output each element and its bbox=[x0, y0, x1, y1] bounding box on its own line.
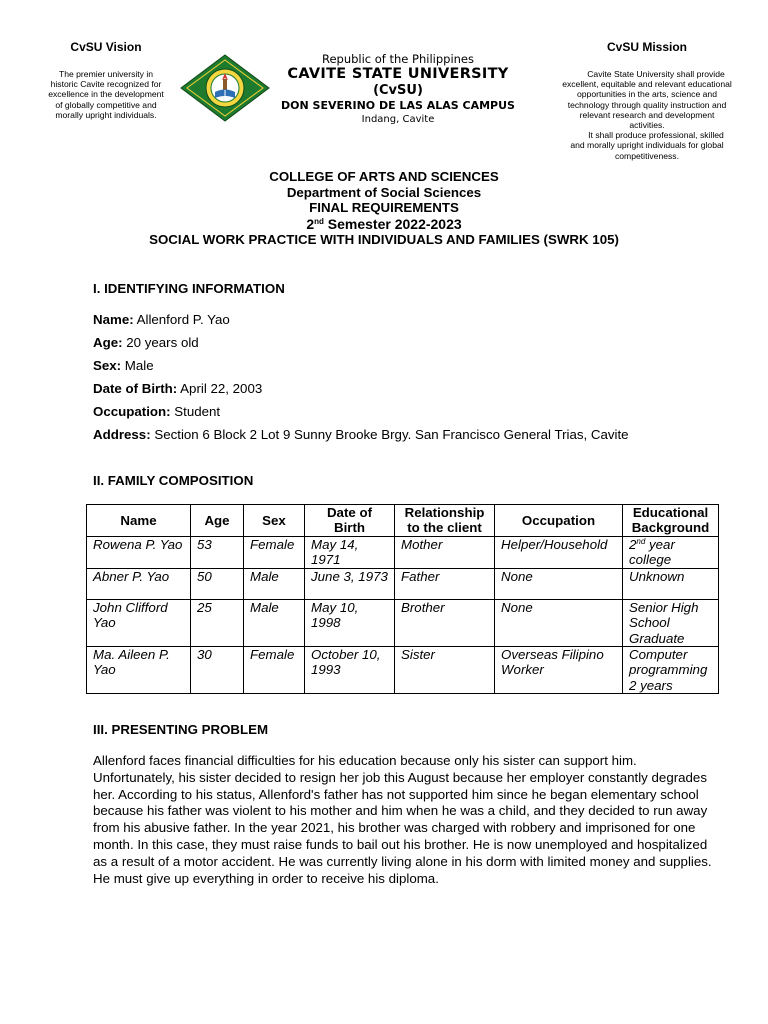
field-name: Name: Allenford P. Yao bbox=[93, 312, 230, 327]
cell-education: Unknown bbox=[623, 568, 719, 599]
table-header-row bbox=[87, 505, 719, 537]
republic-text: Republic of the Philippines bbox=[321, 52, 475, 66]
cell-name: Abner P. Yao bbox=[87, 568, 191, 599]
section-problem-heading: III. PRESENTING PROBLEM bbox=[93, 722, 269, 737]
cell-sex: Female bbox=[244, 647, 305, 694]
course-title: SOCIAL WORK PRACTICE WITH INDIVIDUALS AND FAMILIES (SWRK 105) bbox=[149, 231, 619, 247]
table-row bbox=[87, 599, 719, 646]
cell-sex: Male bbox=[244, 599, 305, 646]
cell-education: Computer programming 2 years bbox=[623, 647, 719, 694]
cell-dob: October 10, 1993 bbox=[305, 647, 395, 694]
table-row bbox=[87, 536, 719, 568]
cell-name: Rowena P. Yao bbox=[87, 536, 191, 568]
cell-name: John Clifford Yao bbox=[87, 599, 191, 646]
col-dob: Date of Birth bbox=[305, 505, 395, 537]
family-table bbox=[86, 504, 719, 694]
cvsu-seal-logo bbox=[180, 54, 270, 122]
mission-block bbox=[562, 40, 732, 161]
cell-sex: Female bbox=[244, 536, 305, 568]
col-relationship: Relationship to the client bbox=[395, 505, 495, 537]
mission-text-1: Cavite State University shall provide excellent, equitable and relevant educational opportunities in the arts, science and technology through quality instruction and relevant research and development activities. bbox=[562, 69, 732, 131]
vision-block bbox=[46, 40, 166, 120]
campus-name: DON SEVERINO DE LAS ALAS CAMPUS bbox=[281, 99, 515, 112]
col-age: Age bbox=[191, 505, 244, 537]
mission-title: CvSU Mission bbox=[606, 40, 687, 54]
cell-education: 2nd year college bbox=[623, 536, 719, 568]
university-header bbox=[270, 52, 526, 127]
field-occupation: Occupation: Student bbox=[93, 404, 221, 419]
university-name: CAVITE STATE UNIVERSITY bbox=[287, 66, 509, 82]
vision-text: The premier university in historic Cavite recognized for excellence in the development of globally competitive and morally upright individuals. bbox=[48, 69, 164, 120]
cell-sex: Male bbox=[244, 568, 305, 599]
cell-age: 30 bbox=[191, 647, 244, 694]
cell-relationship: Father bbox=[395, 568, 495, 599]
cell-occupation: Overseas Filipino Worker bbox=[495, 647, 623, 694]
identifying-info bbox=[93, 311, 629, 449]
cell-age: 53 bbox=[191, 536, 244, 568]
col-occupation: Occupation bbox=[495, 505, 623, 537]
field-dob: Date of Birth: April 22, 2003 bbox=[93, 381, 263, 396]
department-title: Department of Social Sciences bbox=[286, 184, 482, 200]
table-row bbox=[87, 568, 719, 599]
cell-dob: June 3, 1973 bbox=[305, 568, 395, 599]
presenting-problem-text: Allenford faces financial difficulties for his education because only his sister can support him. Unfortunately, his sister decided to resign her job this August because her employer constantly degrades her. According to his status, Allenford's father has not supported him since he began elementary school because his father was violent to his mother and him when he was a child, and they decided to run away from his abusive father. In the year 2021, his brother was charged with robbery and imprisoned for one month. In this case, they must raise funds to bail out his brother. He is now unemployed and hospitalized as a result of a motor accident. He was currently living alone in his dorm with limited money and supplies. He must give up everything in order to receive his diploma. bbox=[93, 753, 712, 886]
field-address: Address: Section 6 Block 2 Lot 9 Sunny Brooke Brgy. San Francisco General Trias, Cavite bbox=[93, 427, 629, 442]
mission-text-2: It shall produce professional, skilled and morally upright individuals for global competitiveness. bbox=[570, 130, 724, 161]
col-sex: Sex bbox=[244, 505, 305, 537]
table-row bbox=[87, 647, 719, 694]
university-abbr: (CvSU) bbox=[373, 83, 423, 98]
col-name: Name bbox=[87, 505, 191, 537]
cell-age: 50 bbox=[191, 568, 244, 599]
field-age: Age: 20 years old bbox=[93, 335, 199, 350]
field-sex: Sex: Male bbox=[93, 358, 154, 373]
campus-town: Indang, Cavite bbox=[361, 114, 435, 125]
semester-title: 2nd Semester 2022-2023 bbox=[306, 215, 462, 232]
cell-age: 25 bbox=[191, 599, 244, 646]
cell-occupation: None bbox=[495, 568, 623, 599]
cell-relationship: Mother bbox=[395, 536, 495, 568]
cell-name: Ma. Aileen P. Yao bbox=[87, 647, 191, 694]
college-title: COLLEGE OF ARTS AND SCIENCES bbox=[269, 169, 499, 184]
section-identifying-heading: I. IDENTIFYING INFORMATION bbox=[93, 281, 285, 296]
cell-dob: May 10, 1998 bbox=[305, 599, 395, 646]
section-family-heading: II. FAMILY COMPOSITION bbox=[93, 473, 254, 488]
cell-occupation: Helper/Household bbox=[495, 536, 623, 568]
col-education: Educational Background bbox=[623, 505, 719, 537]
cell-relationship: Brother bbox=[395, 599, 495, 646]
document-titles bbox=[0, 169, 768, 247]
cell-relationship: Sister bbox=[395, 647, 495, 694]
cell-dob: May 14, 1971 bbox=[305, 536, 395, 568]
cell-occupation: None bbox=[495, 599, 623, 646]
requirement-title: FINAL REQUIREMENTS bbox=[309, 200, 459, 215]
vision-title: CvSU Vision bbox=[70, 40, 142, 54]
cell-education: Senior High School Graduate bbox=[623, 599, 719, 646]
